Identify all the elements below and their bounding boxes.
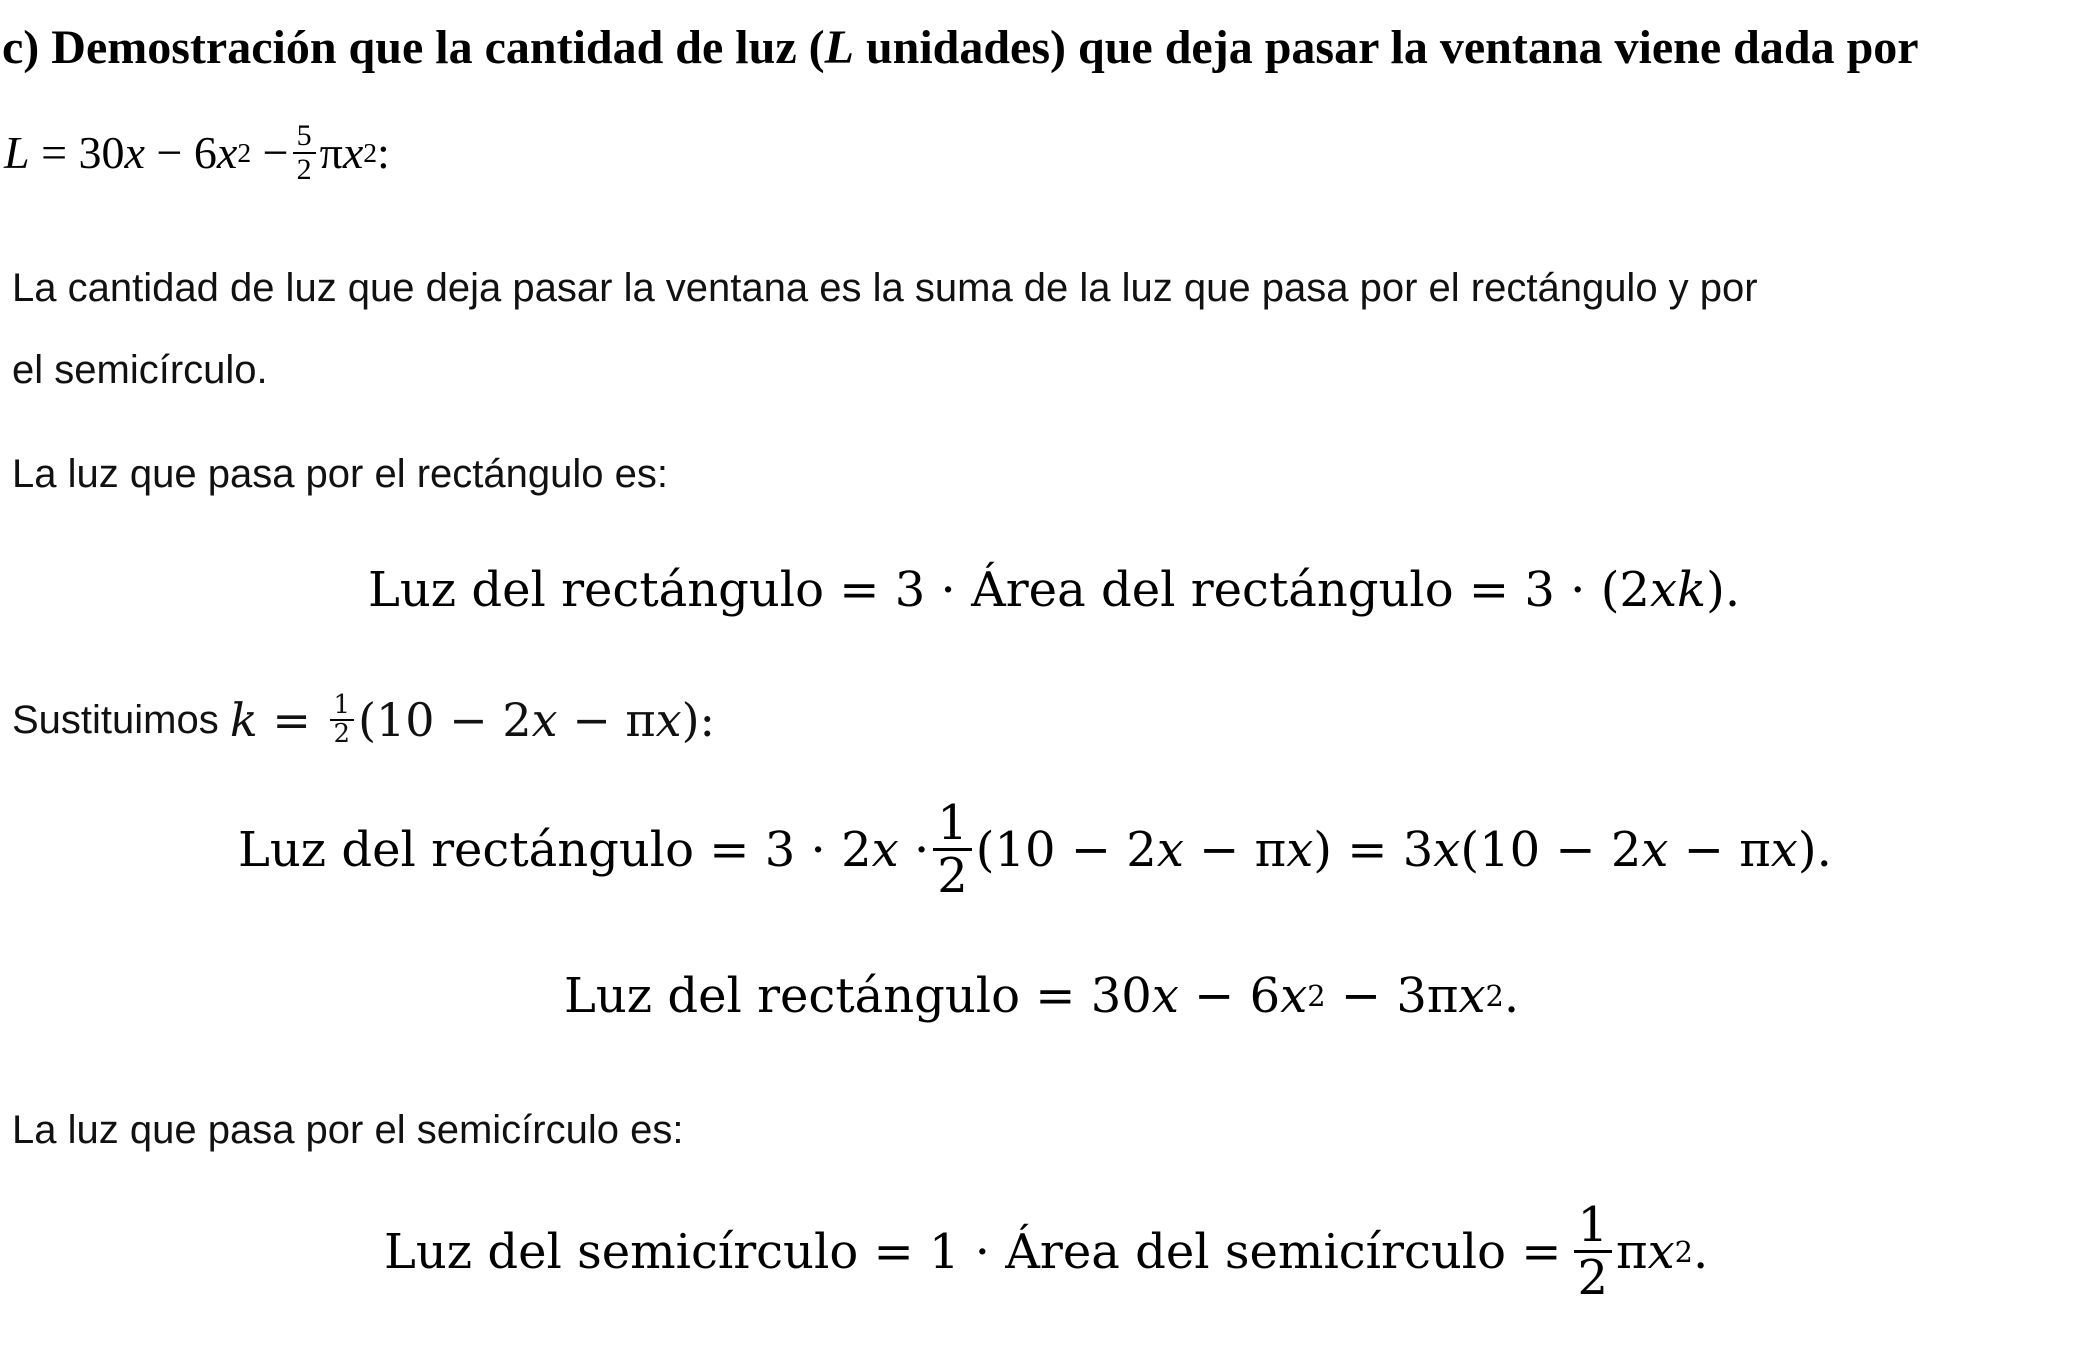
eq2-fraction (933, 795, 972, 905)
formula-minus1: − 6 (144, 127, 217, 178)
heading-prefix: c) Demostración que la cantidad de luz ( (2, 21, 825, 74)
eq4-fraction (1574, 1197, 1613, 1307)
eq2-x2: x (1156, 821, 1184, 878)
eq2-a: Luz del rectángulo = 3 · 2 (238, 821, 872, 878)
substitute-fraction (330, 692, 355, 749)
eq2-g: − π (1668, 821, 1771, 878)
eq3-x3: x (1458, 968, 1486, 1024)
equation-rectangle-result: Luz del rectángulo = 30 x − 6 x 2 − 3π x 2 . (564, 968, 1520, 1024)
eq3-x1: x (1151, 968, 1179, 1024)
eq2-c: (10 − 2 (975, 821, 1157, 878)
equation-semicircle: Luz del semicírculo = 1 · Área del semicírculo = $\frac{1}{2}$ π x 2 . (384, 1197, 1709, 1307)
substitute-rest-a: (10 − 2 (358, 693, 532, 748)
heading-variable: L (824, 21, 854, 74)
eq1-x: x (1649, 562, 1678, 618)
eq3-a: Luz del rectángulo = 30 (564, 968, 1152, 1024)
eq2-x4: x (1433, 821, 1461, 878)
eq2-x3: x (1286, 821, 1314, 878)
formula-x1: x (124, 127, 145, 178)
formula-lhs: L (4, 127, 30, 178)
formula-x3: x (342, 127, 364, 178)
equation-rectangle-substituted (238, 795, 1832, 905)
substitute-denominator: 2 (333, 719, 351, 750)
eq3-d: . (1503, 968, 1520, 1024)
eq2-x6: x (1770, 821, 1798, 878)
eq4-d: . (1693, 1223, 1709, 1280)
substitute-numerator: 1 (330, 692, 355, 721)
substitute-x2: x (655, 693, 682, 748)
substitute-eq: = (257, 693, 326, 748)
eq4-a: Luz del semicírculo = 1 · Área del semicírculo = (384, 1223, 1562, 1280)
formula-colon: : (377, 127, 390, 178)
eq2-d: − π (1183, 821, 1287, 878)
paragraph-substitute (12, 692, 715, 749)
substitute-math (230, 692, 715, 749)
eq1-text: Luz del rectángulo = 3 · Área del rectángulo = 3 · (2 (368, 562, 1650, 618)
eq2-b: · (898, 821, 930, 878)
formula-minus2: − (251, 127, 289, 178)
target-formula: L = 30 x − 6 x 2 − $\frac{5}{2}$ π x 2 : (4, 119, 390, 186)
substitute-rest-b: − π (557, 693, 656, 748)
eq2-numerator: 1 (933, 798, 972, 851)
eq4-numerator: 1 (1574, 1200, 1613, 1253)
equation-rectangle-area (368, 562, 1740, 618)
eq4-x: x (1647, 1223, 1675, 1280)
formula-fraction (293, 120, 316, 185)
eq2-denominator: 2 (937, 848, 968, 905)
eq4-denominator: 2 (1577, 1250, 1609, 1307)
eq3-x2: x (1280, 968, 1308, 1024)
eq3-c: − 3π (1325, 968, 1459, 1024)
substitute-text: Sustituimos (12, 697, 230, 742)
eq1-end: ). (1706, 562, 1741, 618)
eq2-h: ). (1797, 821, 1832, 878)
eq4-pi: π (1616, 1223, 1648, 1280)
formula-eq: = 30 (29, 127, 125, 178)
paragraph-rectangle: La luz que pasa por el rectángulo es: (12, 452, 668, 496)
eq2-x1: x (871, 821, 899, 878)
paragraph-semicircle: La luz que pasa por el semicírculo es: (12, 1108, 684, 1152)
eq2-f: (10 − 2 (1460, 821, 1642, 878)
fraction-denominator: 2 (296, 152, 312, 186)
fraction-numerator: 5 (293, 120, 316, 154)
formula-x2: x (216, 127, 238, 178)
paragraph-sum-line2: el semicírculo. (12, 348, 268, 392)
substitute-k: k (229, 693, 258, 748)
heading-suffix: unidades) que deja pasar la ventana viene dada por (853, 21, 1919, 74)
eq2-e: ) = 3 (1313, 821, 1434, 878)
eq3-b: − 6 (1178, 968, 1281, 1024)
substitute-x1: x (531, 693, 558, 748)
paragraph-sum-line1: La cantidad de luz que deja pasar la ventana es la suma de la luz que pasa por el rectángulo y por (12, 266, 1758, 310)
substitute-rest-c: ): (681, 693, 716, 748)
eq1-k: k (1677, 562, 1707, 618)
formula-pi: π (319, 127, 343, 178)
eq2-x5: x (1641, 821, 1669, 878)
section-heading (2, 20, 1919, 75)
